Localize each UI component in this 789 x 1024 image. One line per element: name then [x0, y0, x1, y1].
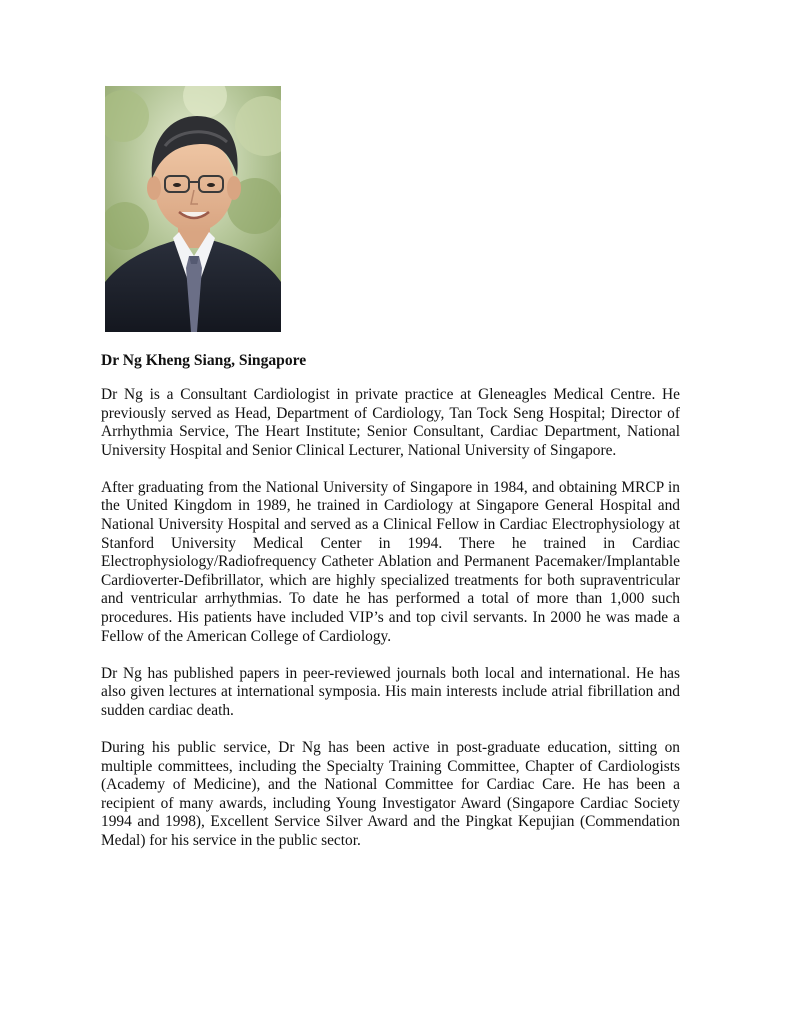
bio-paragraph: After graduating from the National University of Singapore in 1984, and obtaining MRCP in the United Kingdom in 1989, he trained in Cardiology at Singapore General Hospital and National University Hospital and served as a Clinical Fellow in Cardiac Electrophysiology at Stanford University Medical Center in 1994. There he trained in Cardiac Electrophysiology/Radiofrequency Catheter Ablation and Permanent Pacemaker/Implantable Cardioverter-Defibrillator, which are highly specialized treatments for both supraventricular and ventricular arrhythmias. To date he has performed a total of more than 1,000 such procedures. His patients have included VIP’s and top civil servants. In 2000 he was made a Fellow of the American College of Cardiology.: [101, 478, 680, 645]
bio-paragraph: Dr Ng is a Consultant Cardiologist in private practice at Gleneagles Medical Centre. He previously served as Head, Department of Cardiology, Tan Tock Seng Hospital; Director of Arrhythmia Service, The Heart Institute; Senior Consultant, Cardiac Department, National University Hospital and Senior Clinical Lecturer, National University of Singapore.: [101, 386, 680, 459]
page-title: Dr Ng Kheng Siang, Singapore: [101, 352, 307, 369]
bio-paragraph: Dr Ng has published papers in peer-reviewed journals both local and international. He has also given lectures at international symposia. His main interests include atrial fibrillation and sudden cardiac death.: [101, 664, 680, 719]
biography-text: [101, 386, 680, 869]
bio-paragraph: During his public service, Dr Ng has been active in post-graduate education, sitting on multiple committees, including the Specialty Training Committee, Chapter of Cardiologists (Academy of Medicine), and the National Committee for Cardiac Care. He has been a recipient of many awards, including Young Investigator Award (Singapore Cardiac Society 1994 and 1998), Excellent Service Silver Award and the Pingkat Kepujian (Commendation Medal) for his service in the public sector.: [101, 739, 680, 849]
portrait-photo: [105, 86, 281, 332]
portrait-icon: [105, 86, 281, 332]
